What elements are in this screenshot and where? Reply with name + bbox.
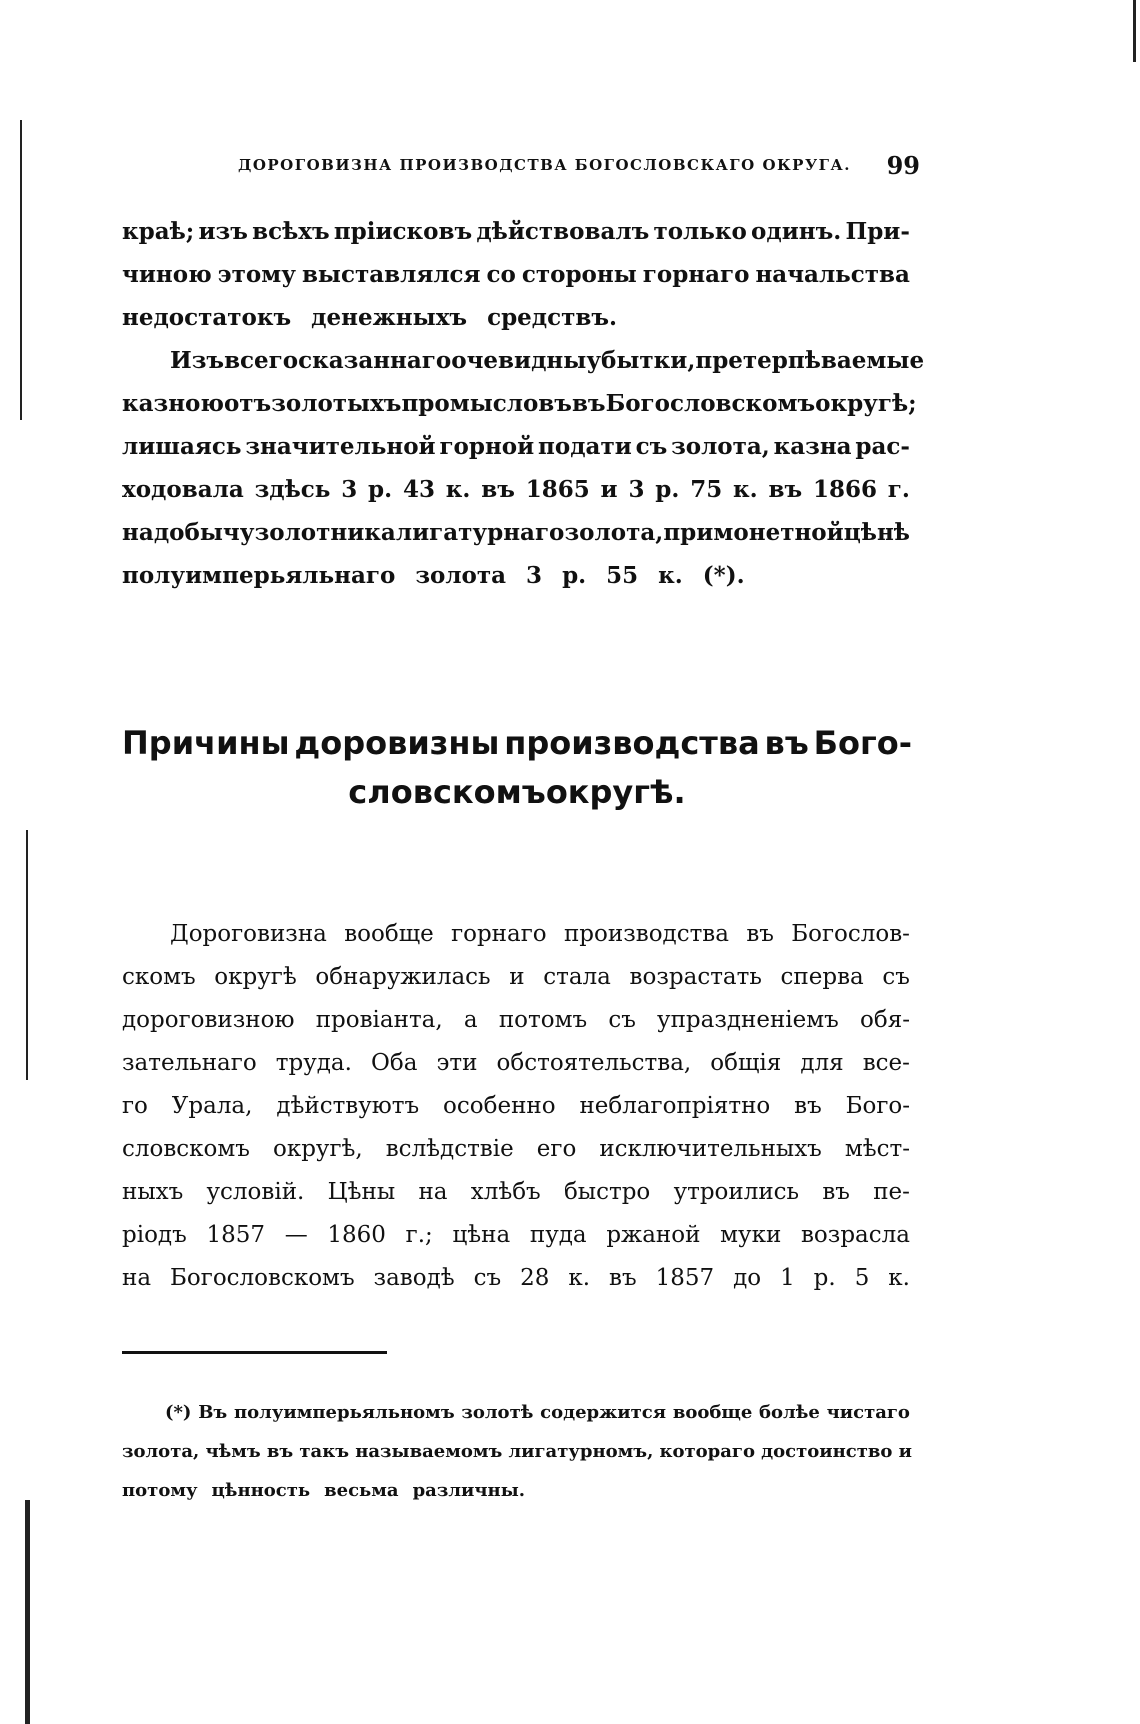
word: общія — [710, 1050, 782, 1076]
word: Цѣны — [327, 1179, 396, 1205]
word: золотѣ — [461, 1401, 534, 1423]
word: к. — [888, 1265, 910, 1291]
word: г.; — [405, 1222, 433, 1248]
word: р. — [655, 475, 680, 503]
word: дороговизною — [122, 1007, 295, 1033]
word: словскомъ — [122, 1136, 250, 1162]
word: содержится — [540, 1401, 667, 1423]
word: возрастать — [629, 964, 762, 990]
word: со — [486, 260, 516, 288]
word: муки — [720, 1222, 782, 1248]
word: дѣйствовалъ — [476, 217, 650, 245]
word: р. — [562, 561, 587, 589]
word: различны. — [412, 1479, 526, 1501]
word: 55 — [606, 561, 639, 589]
word: въ — [768, 475, 803, 503]
word: этому — [217, 260, 296, 288]
word: Въ — [198, 1401, 228, 1423]
word: Урала, — [171, 1093, 253, 1119]
word: чѣмъ — [205, 1440, 261, 1462]
word: 43 — [402, 475, 435, 503]
text-line — [122, 1172, 910, 1212]
word: съ — [882, 964, 910, 990]
word: котораго — [659, 1440, 755, 1462]
word: Бого- — [845, 1093, 910, 1119]
text-line — [122, 555, 910, 595]
text-line — [122, 383, 917, 423]
word: полуимперьяльномъ — [233, 1401, 455, 1423]
text-line — [170, 340, 925, 380]
word: потому — [122, 1479, 198, 1501]
word: сперва — [780, 964, 864, 990]
word: исключительныхъ — [599, 1136, 822, 1162]
word: чиною — [122, 260, 212, 288]
word: обнаружилась — [315, 964, 491, 990]
word: мѣст- — [844, 1136, 910, 1162]
section-heading — [122, 768, 912, 816]
word: при — [663, 518, 714, 546]
section-heading — [122, 719, 912, 767]
word: пріисковъ — [333, 217, 473, 245]
page-number: 99 — [886, 150, 920, 180]
word: претерпѣваемые — [695, 346, 925, 374]
running-header — [120, 148, 920, 182]
word: всего — [224, 346, 299, 374]
word: въ — [481, 475, 515, 503]
word: значительной — [245, 432, 436, 460]
word: средствъ. — [487, 303, 617, 331]
text-line — [122, 512, 910, 552]
text-line — [170, 914, 910, 954]
word: 1857 — [206, 1222, 265, 1248]
word: округѣ — [214, 964, 297, 990]
word: Богослов- — [791, 921, 910, 947]
word: (*). — [702, 561, 745, 589]
text-line — [122, 1000, 910, 1040]
word: въ — [266, 1440, 294, 1462]
word: обя- — [860, 1007, 910, 1033]
word: съ — [473, 1265, 502, 1291]
text-line — [122, 1043, 910, 1083]
word: Изъ — [170, 346, 225, 374]
word: изъ — [198, 217, 248, 245]
word: 5 — [854, 1265, 870, 1291]
text-line — [122, 426, 910, 466]
word: золотника — [254, 518, 396, 546]
word: весьма — [324, 1479, 399, 1501]
footnote-divider — [122, 1351, 387, 1354]
footnote-line — [122, 1472, 912, 1508]
word: цѣнность — [211, 1479, 311, 1501]
word: золота, — [122, 1440, 200, 1462]
word: Дороговизна — [170, 921, 327, 947]
word: казною — [122, 389, 224, 417]
word: дѣйствуютъ — [276, 1093, 420, 1119]
word: убытки, — [586, 346, 696, 374]
footnote-line — [122, 1433, 912, 1469]
word: съ — [635, 432, 668, 460]
word: (*) — [165, 1401, 192, 1423]
word: горнаго — [451, 921, 547, 947]
word: лишаясь — [122, 432, 242, 460]
word: всѣхъ — [252, 217, 330, 245]
word: провіанта, — [315, 1007, 443, 1033]
word: отъ — [223, 389, 272, 417]
word: 3 — [628, 475, 645, 503]
word: промысловъ — [401, 389, 572, 417]
word: въ — [609, 1265, 637, 1291]
scan-edge-mark — [26, 830, 28, 1080]
word: краѣ; — [122, 217, 195, 245]
word: 28 — [520, 1265, 550, 1291]
footnote-line — [165, 1394, 910, 1430]
text-line — [122, 211, 910, 251]
scan-edge-mark — [25, 1500, 30, 1724]
word: подати — [538, 432, 632, 460]
word: въ — [764, 724, 809, 762]
word: к. — [445, 475, 471, 503]
word: болѣе — [759, 1401, 820, 1423]
word: потомъ — [498, 1007, 588, 1033]
word: чистаго — [826, 1401, 910, 1423]
word: одинъ. — [751, 217, 842, 245]
word: добычу — [153, 518, 255, 546]
word: здѣсь — [254, 475, 331, 503]
word: цѣнѣ — [843, 518, 910, 546]
word: золота, — [671, 432, 770, 460]
word: пуда — [529, 1222, 587, 1248]
word: При- — [845, 217, 910, 245]
text-line — [122, 1215, 910, 1255]
word: округѣ. — [545, 773, 686, 811]
word: округѣ, — [272, 1136, 363, 1162]
word: труда. — [275, 1050, 352, 1076]
word: а — [463, 1007, 478, 1033]
word: вообще — [672, 1401, 753, 1423]
word: горной — [439, 432, 535, 460]
word: въ — [746, 921, 774, 947]
word: неблагопріятно — [579, 1093, 771, 1119]
word: рас- — [855, 432, 910, 460]
word: доровизны — [294, 724, 500, 762]
word: выставлялся — [301, 260, 481, 288]
word: пе- — [873, 1179, 910, 1205]
word: такъ — [299, 1440, 350, 1462]
word: зательнаго — [122, 1050, 257, 1076]
word: стороны — [521, 260, 637, 288]
word: лигатурномъ, — [508, 1440, 654, 1462]
word: его — [536, 1136, 577, 1162]
word: производства — [563, 921, 729, 947]
word: лигатурнаго — [395, 518, 565, 546]
word: производства — [504, 724, 760, 762]
word: обстоятельства, — [496, 1050, 692, 1076]
word: условій. — [206, 1179, 305, 1205]
word: Богословскомъ — [605, 389, 816, 417]
word: Бого- — [813, 724, 912, 762]
word: эти — [436, 1050, 478, 1076]
word: для — [800, 1050, 844, 1076]
word: казна — [773, 432, 852, 460]
word: въ — [794, 1093, 822, 1119]
word: 1 — [780, 1265, 795, 1291]
word: словскомъ — [348, 773, 546, 811]
text-line — [122, 469, 910, 509]
text-line — [122, 297, 910, 337]
text-line — [122, 1258, 910, 1298]
word: сказаннаго — [298, 346, 452, 374]
word: горнаго — [642, 260, 750, 288]
word: р. — [813, 1265, 836, 1291]
word: Причины — [122, 724, 290, 762]
word: золота — [415, 561, 507, 589]
word: скомъ — [122, 964, 196, 990]
word: го — [122, 1093, 148, 1119]
word: на — [418, 1179, 448, 1205]
word: возрасла — [800, 1222, 910, 1248]
word: все- — [862, 1050, 910, 1076]
word: полуимперьяльнаго — [122, 561, 396, 589]
text-line — [122, 957, 910, 997]
word: ходовала — [122, 475, 244, 503]
text-line — [122, 254, 910, 294]
scan-edge-mark — [20, 120, 22, 420]
word: быстро — [563, 1179, 651, 1205]
word: утроились — [673, 1179, 800, 1205]
word: к. — [658, 561, 683, 589]
word: особенно — [443, 1093, 556, 1119]
word: въ — [822, 1179, 850, 1205]
word: г. — [887, 475, 910, 503]
text-line — [122, 1129, 910, 1169]
word: 1866 — [812, 475, 877, 503]
word: Богословскомъ — [170, 1265, 355, 1291]
word: р. — [368, 475, 393, 503]
word: ныхъ — [122, 1179, 184, 1205]
text-line — [122, 1086, 910, 1126]
word: 3 — [526, 561, 543, 589]
word: стала — [543, 964, 611, 990]
word: недостатокъ — [122, 303, 292, 331]
word: денежныхъ — [311, 303, 468, 331]
word: цѣна — [452, 1222, 511, 1248]
word: и — [898, 1440, 912, 1462]
word: 1857 — [655, 1265, 715, 1291]
word: к. — [568, 1265, 591, 1291]
word: очевидны — [451, 346, 587, 374]
word: и — [509, 964, 525, 990]
word: округѣ; — [815, 389, 917, 417]
word: золотыхъ — [271, 389, 402, 417]
word: монетной — [713, 518, 844, 546]
word: и — [600, 475, 618, 503]
word: 1860 — [327, 1222, 386, 1248]
word: съ — [608, 1007, 636, 1033]
word: — — [284, 1222, 308, 1248]
word: 1865 — [525, 475, 590, 503]
word: начальства — [755, 260, 910, 288]
word: Оба — [371, 1050, 418, 1076]
word: называемомъ — [355, 1440, 503, 1462]
word: к. — [733, 475, 758, 503]
word: достоинство — [761, 1440, 893, 1462]
word: заводѣ — [373, 1265, 455, 1291]
word: на — [122, 518, 154, 546]
word: 3 — [341, 475, 358, 503]
word: 75 — [690, 475, 723, 503]
word: до — [733, 1265, 762, 1291]
word: хлѣбъ — [470, 1179, 541, 1205]
word: только — [653, 217, 747, 245]
word: упраздненіемъ — [657, 1007, 839, 1033]
word: на — [122, 1265, 152, 1291]
word: вслѣдствіе — [385, 1136, 514, 1162]
word: золота, — [564, 518, 664, 546]
word: вообще — [344, 921, 434, 947]
word: ріодъ — [122, 1222, 187, 1248]
word: ржаной — [606, 1222, 701, 1248]
word: въ — [571, 389, 606, 417]
running-title: ДОРОГОВИЗНА ПРОИЗВОДСТВА БОГОСЛОВСКАГО ОКРУГА. — [238, 156, 851, 174]
scan-edge-mark — [1133, 0, 1136, 62]
